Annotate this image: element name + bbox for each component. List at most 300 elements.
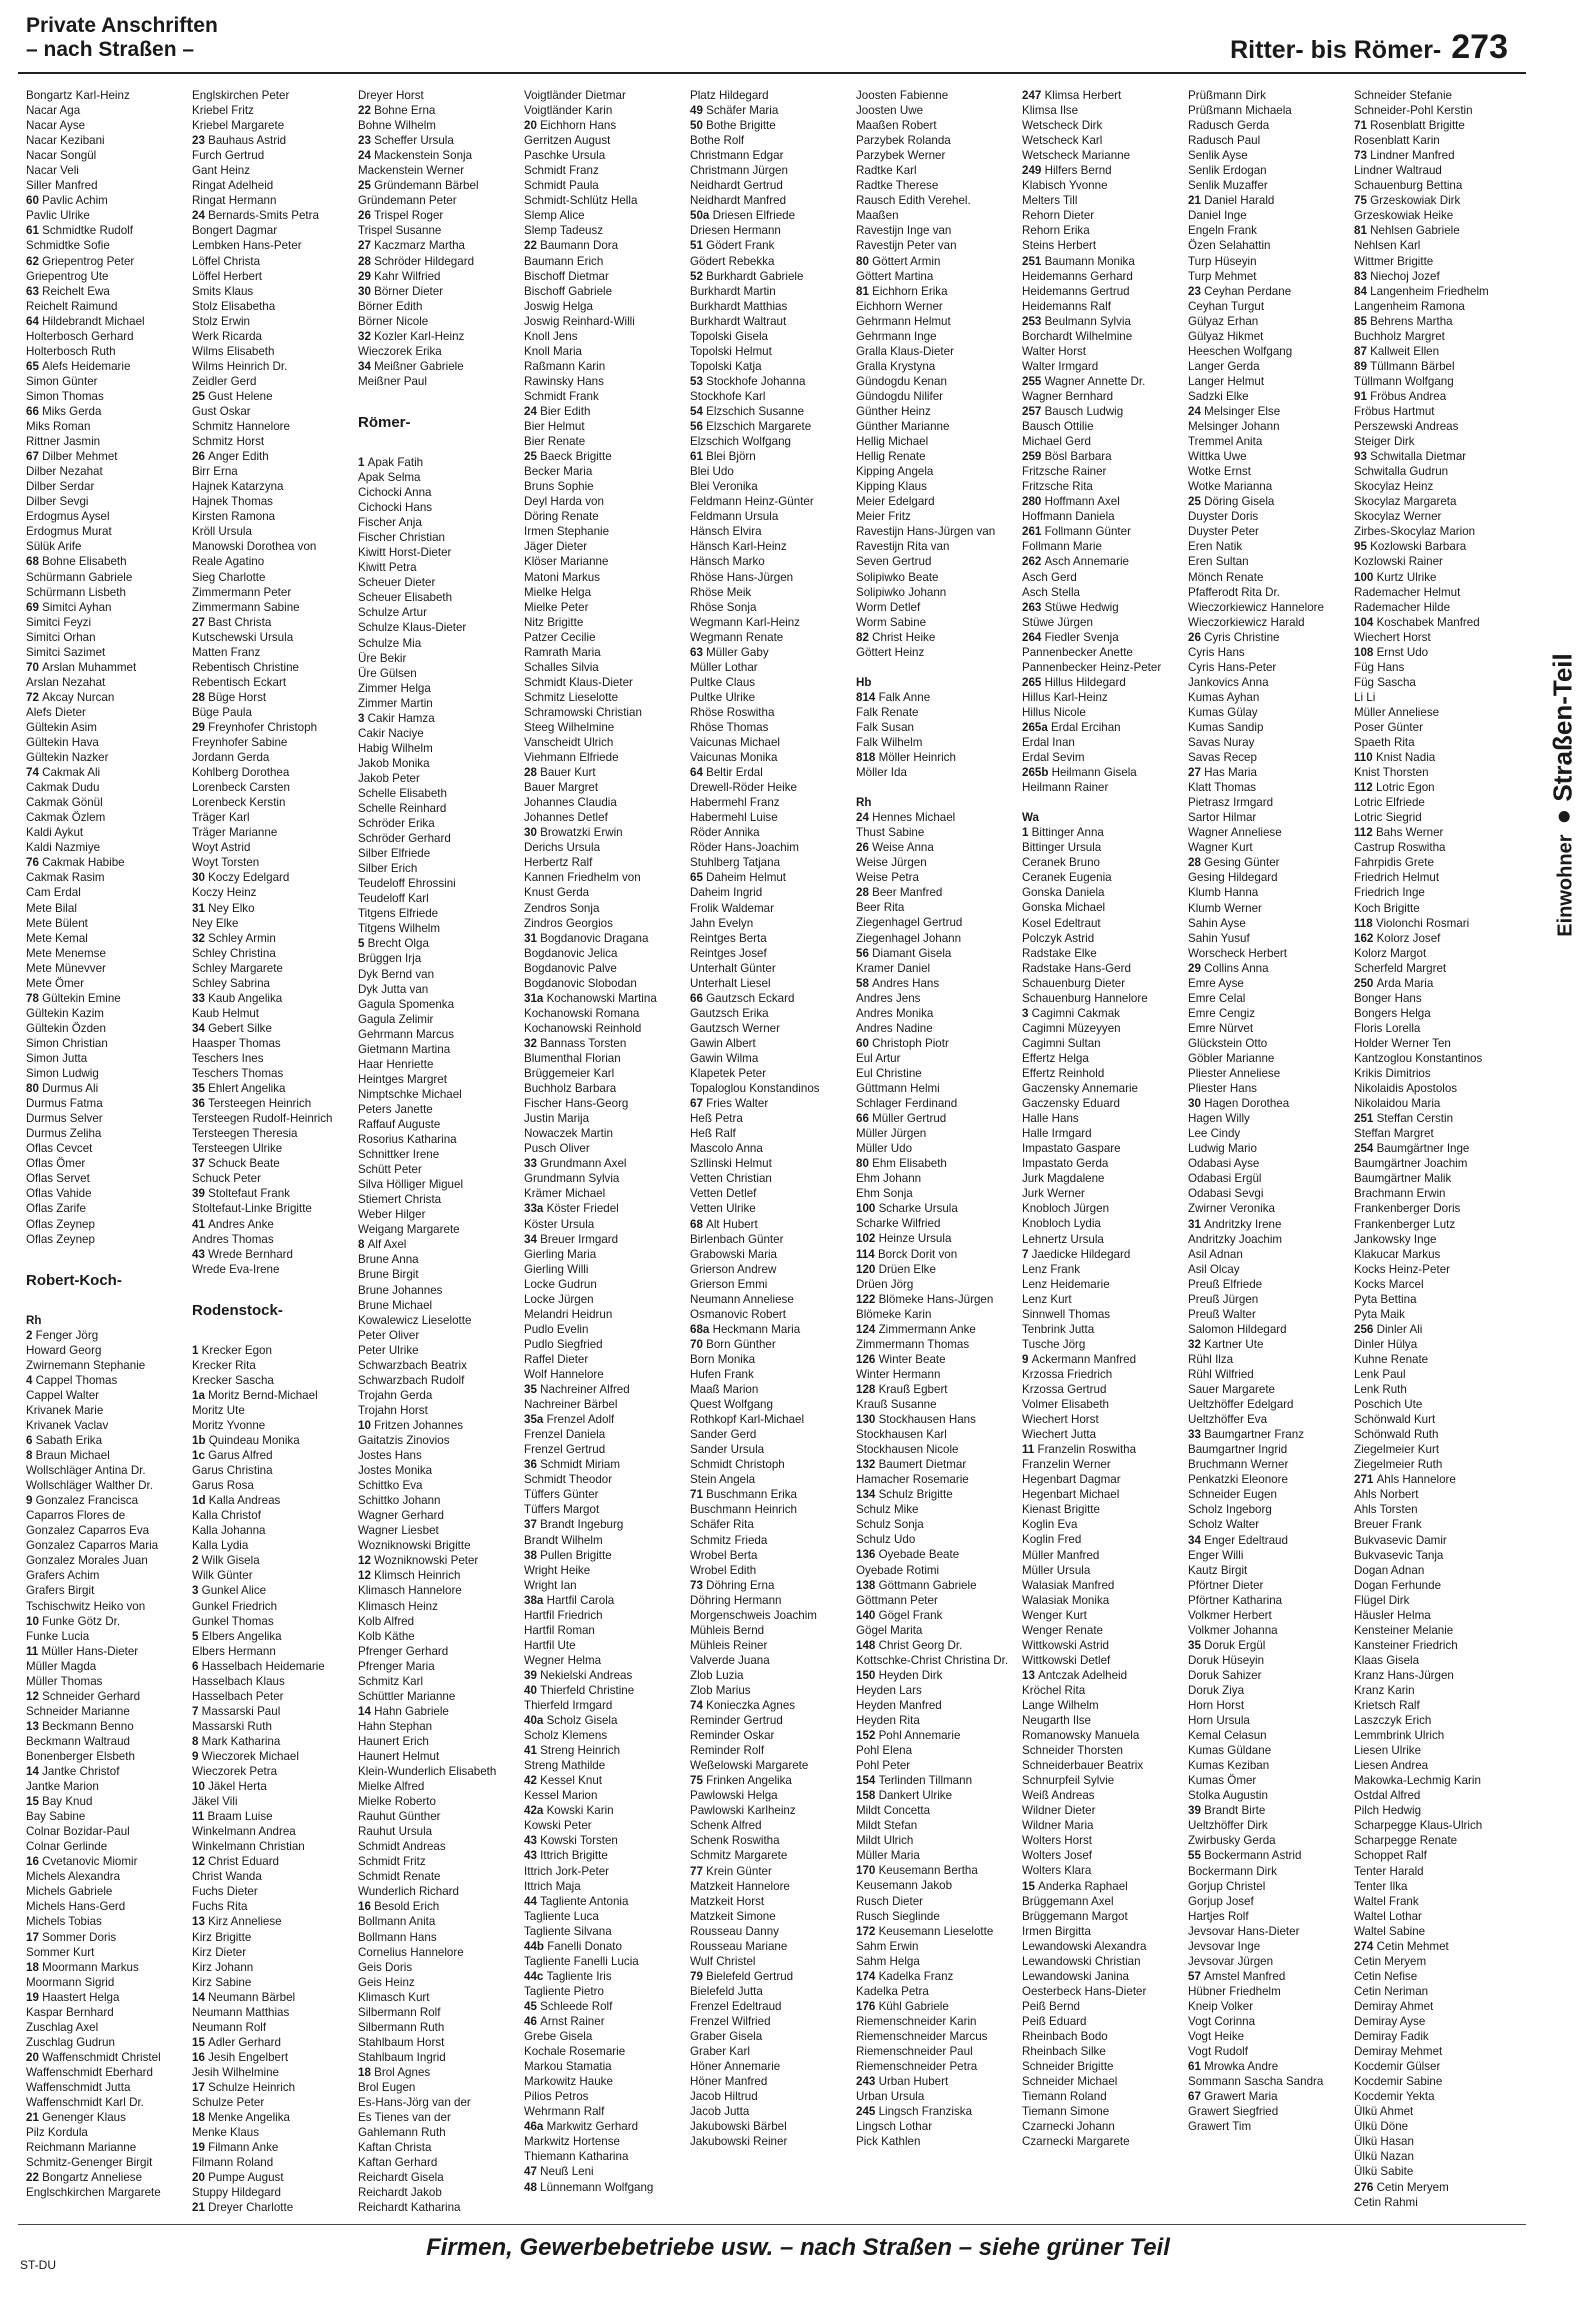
house-number: 274 — [1354, 1939, 1377, 1953]
resident-name: Breuer Irmgard — [540, 1232, 619, 1246]
resident-entry: Ringat Adelheid — [192, 179, 274, 193]
resident-name: Göttmann Gabriele — [878, 1578, 977, 1592]
resident-entry: Winkelmann Andrea — [192, 1825, 296, 1839]
resident-entry — [524, 1668, 688, 1683]
resident-entry: Kolorz Margot — [1354, 946, 1427, 960]
house-number: 21 — [26, 2111, 43, 2125]
resident-entry — [192, 870, 356, 885]
resident-name: Tersteegen Heinrich — [208, 1097, 312, 1111]
resident-entry: Müller Lothar — [690, 660, 758, 674]
resident-entry — [1354, 193, 1518, 208]
house-number: 15 — [192, 2035, 209, 2049]
resident-name: Jantke Christof — [42, 1765, 120, 1779]
resident-name: Cyris Christine — [1204, 630, 1280, 644]
resident-entry: Füg Sascha — [1354, 675, 1416, 689]
resident-name: Filmann Anke — [208, 2141, 279, 2155]
resident-entry: Gehrmann Helmut — [856, 314, 951, 328]
resident-entry: Schnurpfeil Sylvie — [1022, 1774, 1115, 1788]
house-number: 154 — [856, 1774, 879, 1788]
resident-entry: Rehorn Erika — [1022, 224, 1090, 238]
house-number: 78 — [26, 991, 43, 1005]
house-number: 12 — [358, 1554, 375, 1568]
resident-entry — [192, 1629, 356, 1644]
resident-entry: Radstake Elke — [1022, 946, 1097, 960]
resident-entry — [690, 374, 854, 389]
resident-entry: Friedrich Inge — [1354, 886, 1425, 900]
resident-entry: Frenzel Wilfried — [690, 2015, 771, 2028]
resident-name: Jaedicke Hildegard — [1031, 1247, 1131, 1261]
house-number: 76 — [26, 856, 43, 870]
resident-entry: Frenzel Edeltraud — [690, 1999, 782, 2013]
resident-entry: Hasselbach Peter — [192, 1689, 284, 1703]
resident-entry: Gülyaz Hikmet — [1188, 329, 1264, 343]
resident-entry: Schönwald Kurt — [1354, 1413, 1436, 1427]
resident-entry — [26, 314, 190, 329]
resident-entry: Pavlic Ulrike — [26, 209, 90, 223]
resident-entry: Baumann Erich — [524, 254, 604, 268]
resident-entry: Schmitz-Genenger Birgit — [26, 2156, 153, 2170]
resident-entry: Bukvasevic Tanja — [1354, 1548, 1444, 1562]
resident-entry — [1188, 1337, 1352, 1352]
resident-entry: Gonzalez Morales Juan — [26, 1554, 148, 1568]
resident-entry: Bauer Margret — [524, 781, 599, 795]
resident-entry: Jakob Monika — [358, 756, 430, 770]
resident-entry: Grierson Andrew — [690, 1262, 777, 1276]
resident-name: Pullen Brigitte — [540, 1548, 612, 1562]
resident-entry: Irmen Stephanie — [524, 525, 610, 539]
resident-entry: Pilios Petros — [524, 2090, 589, 2104]
house-number: 126 — [856, 1352, 879, 1366]
resident-entry: Peters Janette — [358, 1102, 433, 1116]
resident-name: Frenzel Adolf — [546, 1413, 615, 1427]
resident-entry: Cakmak Özlem — [26, 811, 106, 825]
resident-entry: Herbertz Ralf — [524, 856, 593, 870]
resident-entry: Buchholz Barbara — [524, 1082, 617, 1096]
resident-name: Freynhofer Christoph — [208, 720, 318, 734]
house-number: 264 — [1022, 630, 1045, 644]
street-heading: Robert-Koch- — [26, 1271, 122, 1289]
resident-entry — [26, 449, 190, 464]
resident-entry: Dinler Hülya — [1354, 1337, 1418, 1351]
resident-entry: Weigang Margarete — [358, 1223, 460, 1237]
resident-entry: Massarski Ruth — [192, 1719, 272, 1733]
house-number: 26 — [1188, 630, 1205, 644]
resident-entry: Matzkeit Hannelore — [690, 1879, 790, 1893]
resident-entry: Bollmann Anita — [358, 1915, 436, 1929]
spacer — [856, 780, 1020, 795]
resident-entry: Laszczyk Erich — [1354, 1714, 1432, 1728]
house-number: 44 — [524, 1894, 541, 1908]
resident-entry: Heyden Lars — [856, 1683, 922, 1697]
resident-name: Kühl Gabriele — [878, 1999, 949, 2013]
resident-entry: Wehrmann Ralf — [524, 2105, 605, 2119]
resident-entry: Jankowsky Inge — [1354, 1232, 1437, 1246]
resident-entry — [26, 1614, 190, 1629]
resident-entry: Jakob Peter — [358, 771, 420, 785]
resident-entry: Joswig Helga — [524, 299, 593, 313]
resident-entry: Stein Angela — [690, 1473, 756, 1487]
resident-entry: Möller Ida — [856, 766, 907, 780]
resident-entry: Brune Anna — [358, 1253, 419, 1267]
resident-entry — [26, 1328, 190, 1343]
resident-entry: Neugarth Ilse — [1022, 1714, 1091, 1728]
resident-entry: Gust Oskar — [192, 404, 251, 418]
resident-entry: Slemp Alice — [524, 209, 585, 223]
resident-name: Dreyer Charlotte — [208, 2201, 294, 2215]
house-number: 15 — [26, 1795, 43, 1809]
resident-entry: Christ Wanda — [192, 1870, 262, 1884]
resident-entry: Kumas Ayhan — [1188, 690, 1260, 704]
resident-entry: Gietmann Martina — [358, 1042, 451, 1056]
resident-entry — [1354, 916, 1518, 931]
resident-name: Andritzky Irene — [1204, 1217, 1282, 1231]
resident-entry: Mildt Ulrich — [856, 1834, 914, 1848]
resident-entry — [1354, 976, 1518, 991]
resident-name: Gebert Silke — [208, 1021, 272, 1035]
resident-entry: Jevsovar Jürgen — [1188, 1954, 1274, 1968]
resident-entry: Scharpegge Renate — [1354, 1834, 1458, 1848]
resident-entry: Nachreiner Bärbel — [524, 1398, 618, 1412]
house-number: 38a — [524, 1593, 547, 1607]
resident-entry: Meier Fritz — [856, 510, 911, 524]
resident-entry: Wegmann Renate — [690, 630, 784, 644]
resident-entry: Hillus Karl-Heinz — [1022, 690, 1108, 704]
resident-entry: Graber Karl — [690, 2045, 750, 2059]
resident-entry: Schulz Mike — [856, 1503, 919, 1517]
resident-name: Cappel Thomas — [35, 1373, 118, 1387]
resident-entry: Weber Hilger — [358, 1208, 426, 1222]
resident-entry: Schäfer Rita — [690, 1518, 754, 1532]
resident-entry: Gödert Rebekka — [690, 254, 775, 268]
resident-entry: Wetscheck Marianne — [1022, 149, 1131, 163]
house-number: 49 — [690, 104, 707, 118]
resident-name: Wilk Gisela — [201, 1554, 260, 1568]
resident-entry: Mackenstein Werner — [358, 164, 465, 178]
resident-entry: Silbermann Ruth — [358, 2020, 445, 2034]
resident-entry — [856, 1292, 1020, 1307]
resident-entry: Geis Heinz — [358, 1975, 415, 1989]
resident-entry: Beckmann Waltraud — [26, 1734, 130, 1748]
resident-entry — [1188, 404, 1352, 419]
resident-name: Funke Götz Dr. — [42, 1614, 121, 1628]
house-number: 32 — [358, 329, 375, 343]
resident-entry: Pusch Oliver — [524, 1142, 590, 1156]
directory-column — [524, 88, 688, 2198]
resident-name: Hartfil Carola — [546, 1593, 615, 1607]
resident-entry — [1022, 1352, 1186, 1367]
resident-name: Schneider Gerhard — [42, 1689, 141, 1703]
resident-entry: Neumann Matthias — [192, 2005, 290, 2019]
resident-entry: Wunderlich Richard — [358, 1885, 459, 1899]
header-line2: – nach Straßen – — [26, 38, 195, 61]
directory-column — [690, 88, 854, 2198]
resident-entry: Sander Ursula — [690, 1443, 765, 1457]
resident-entry: Scheuer Dieter — [358, 576, 436, 590]
resident-entry: Gautzsch Werner — [690, 1021, 780, 1035]
resident-entry: Volmer Elisabeth — [1022, 1398, 1109, 1412]
resident-entry: Kochanowski Reinhold — [524, 1021, 642, 1035]
resident-entry: Oflas Servet — [26, 1172, 90, 1186]
resident-entry: Matten Franz — [192, 645, 261, 659]
resident-name: Thierfeld Christine — [540, 1683, 635, 1697]
resident-entry — [856, 1036, 1020, 1051]
resident-entry: Kocdemir Yekta — [1354, 2090, 1435, 2104]
resident-entry — [856, 1924, 1020, 1939]
resident-entry: Schwarzbach Rudolf — [358, 1373, 465, 1387]
resident-entry: Ülkü Döne — [1354, 2120, 1409, 2134]
house-number: 33 — [524, 1157, 541, 1171]
resident-entry: Duyster Doris — [1188, 510, 1259, 524]
resident-entry: Müller Magda — [26, 1659, 97, 1673]
resident-entry: Mildt Concetta — [856, 1804, 931, 1818]
resident-entry: Buschmann Heinrich — [690, 1503, 797, 1517]
resident-entry: Emre Cengiz — [1188, 1006, 1256, 1020]
resident-name: Bast Christa — [208, 615, 272, 629]
resident-entry: Wulf Christel — [690, 1954, 756, 1968]
resident-entry: Matoni Markus — [524, 570, 601, 584]
house-number: 1a — [192, 1388, 209, 1402]
resident-entry — [192, 1433, 356, 1448]
resident-entry — [1022, 1006, 1186, 1021]
resident-name: Kaub Angelika — [208, 991, 283, 1005]
resident-name: Bittinger Anna — [1031, 826, 1104, 840]
resident-name: Blömeke Hans-Jürgen — [878, 1292, 994, 1306]
resident-name: Hahn Gabriele — [374, 1704, 449, 1718]
resident-entry: Hagen Willy — [1188, 1112, 1250, 1126]
resident-entry: Steins Herbert — [1022, 239, 1097, 253]
resident-entry: Jäkel Vili — [192, 1795, 238, 1809]
resident-entry: Radusch Paul — [1188, 134, 1261, 148]
resident-entry: Rühl Ilza — [1188, 1352, 1234, 1366]
resident-entry: Schmidt Klaus-Dieter — [524, 675, 633, 689]
resident-entry: Jostes Monika — [358, 1464, 433, 1478]
resident-name: Nekielski Andreas — [540, 1668, 633, 1682]
resident-entry: Kranz Karin — [1354, 1683, 1415, 1697]
resident-name: Schuck Beate — [208, 1157, 280, 1171]
resident-name: Moritz Bernd-Michael — [208, 1388, 318, 1402]
resident-entry: Wilk Günter — [192, 1569, 253, 1583]
resident-entry: Trispel Susanne — [358, 224, 442, 238]
resident-entry: Tersteegen Ulrike — [192, 1142, 283, 1156]
district-code: Hb — [856, 675, 872, 689]
resident-entry: Michels Alexandra — [26, 1870, 121, 1884]
resident-entry: Knobloch Lydia — [1022, 1217, 1101, 1231]
side-tab — [1536, 653, 1590, 937]
resident-entry: Lotric Elfriede — [1354, 796, 1425, 810]
resident-entry: Demiray Ahmet — [1354, 1999, 1434, 2013]
resident-entry — [26, 1930, 190, 1945]
resident-entry: Schenk Roswitha — [690, 1834, 780, 1848]
resident-name: Gödert Frank — [706, 239, 775, 253]
resident-entry: Schulze Mia — [358, 636, 422, 650]
resident-name: Streng Heinrich — [540, 1744, 621, 1758]
resident-entry — [856, 254, 1020, 269]
resident-entry: Unterhalt Liesel — [690, 976, 771, 990]
resident-entry: Lorenbeck Carsten — [192, 781, 290, 795]
resident-name: Dilber Mehmet — [42, 450, 118, 464]
resident-entry: Hasselbach Klaus — [192, 1674, 285, 1688]
resident-entry: Döhring Hermann — [690, 1593, 782, 1607]
resident-name: Bockermann Astrid — [1204, 1849, 1302, 1863]
house-number: 271 — [1354, 1473, 1377, 1487]
resident-name: Beckmann Benno — [42, 1719, 134, 1733]
resident-entry — [26, 660, 190, 675]
house-number: 35 — [524, 1383, 541, 1397]
resident-name: Baeck Brigitte — [540, 450, 612, 464]
resident-entry: Schneider Brigitte — [1022, 2060, 1114, 2074]
resident-entry: Liesen Andrea — [1354, 1759, 1429, 1773]
resident-entry: Kneip Volker — [1188, 1999, 1254, 2013]
resident-name: Stockhausen Hans — [878, 1413, 976, 1427]
resident-entry: Thierfeld Irmgard — [524, 1699, 613, 1713]
resident-entry: Furch Gertrud — [192, 149, 265, 163]
resident-entry: Johannes Claudia — [524, 796, 617, 810]
resident-entry: Rusch Sieglinde — [856, 1909, 940, 1923]
resident-entry: Paschke Ursula — [524, 149, 606, 163]
resident-name: Fanelli Donato — [547, 1939, 622, 1953]
resident-entry: Volkmer Herbert — [1188, 1608, 1272, 1622]
resident-name: Keusemann Bertha — [878, 1864, 978, 1878]
resident-entry — [358, 103, 522, 118]
resident-name: Has Maria — [1204, 766, 1257, 780]
house-number: 8 — [192, 1734, 202, 1748]
resident-entry: Blei Veronika — [690, 480, 758, 494]
house-number: 7 — [192, 1704, 202, 1718]
resident-entry: Schneider Stefanie — [1354, 89, 1452, 102]
resident-entry: Sieg Charlotte — [192, 570, 266, 584]
resident-name: Eichhorn Erika — [872, 284, 948, 298]
resident-name: Klimsa Herbert — [1044, 89, 1122, 102]
resident-entry: Peter Oliver — [358, 1328, 420, 1342]
house-number: 250 — [1354, 976, 1377, 990]
resident-entry: Worm Sabine — [856, 615, 927, 629]
resident-entry: Krecker Sascha — [192, 1373, 274, 1387]
resident-entry — [1354, 2180, 1518, 2195]
house-number: 28 — [524, 766, 541, 780]
resident-name: Ittrich Brigitte — [540, 1849, 608, 1863]
house-number: 28 — [358, 254, 375, 268]
resident-entry: Klimasch Heinz — [358, 1599, 438, 1613]
resident-entry: Börner Nicole — [358, 314, 429, 328]
resident-name: Krein Günter — [706, 1864, 772, 1878]
resident-entry — [26, 2110, 190, 2125]
house-number: 23 — [358, 134, 375, 148]
resident-entry: Maaß Marion — [690, 1383, 759, 1397]
resident-entry: Brüggen Irja — [358, 952, 422, 966]
resident-entry: Rademacher Helmut — [1354, 585, 1461, 599]
resident-entry: Zimmer Helga — [358, 681, 431, 695]
resident-entry: Scholz Walter — [1188, 1518, 1260, 1532]
resident-entry: Reichmann Marianne — [26, 2141, 137, 2155]
resident-name: Lingsch Franziska — [878, 2105, 973, 2119]
resident-entry: Gonska Michael — [1022, 901, 1106, 915]
resident-name: Brandt Ingeburg — [540, 1518, 624, 1532]
house-number: 19 — [192, 2141, 209, 2155]
resident-entry — [26, 1719, 190, 1734]
house-number: 39 — [1188, 1804, 1205, 1818]
resident-entry: Woyt Astrid — [192, 841, 251, 855]
resident-name: Mrowka Andre — [1204, 2060, 1279, 2074]
house-number: 51 — [690, 239, 707, 253]
resident-entry — [856, 284, 1020, 299]
resident-name: Miks Gerda — [42, 404, 102, 418]
resident-entry: Schenk Alfred — [690, 1819, 762, 1833]
resident-name: Krauß Egbert — [878, 1382, 948, 1396]
resident-entry: Gesing Hildegard — [1188, 871, 1278, 885]
resident-entry: Sommann Sascha Sandra — [1188, 2075, 1324, 2089]
resident-entry: Rebentisch Eckart — [192, 675, 287, 689]
resident-entry: Unterhalt Günter — [690, 961, 776, 975]
resident-entry — [26, 1990, 190, 2005]
resident-entry: Zwirnemann Stephanie — [26, 1358, 146, 1372]
resident-entry: Reichardt Jakob — [358, 2186, 442, 2200]
resident-entry: Moormann Sigrid — [26, 1975, 115, 1989]
house-number: 66 — [26, 404, 43, 418]
house-number: 263 — [1022, 600, 1045, 614]
resident-entry: Steeg Wilhelmine — [524, 720, 615, 734]
resident-name: Griepentrog Peter — [42, 254, 135, 268]
resident-entry — [856, 1322, 1020, 1337]
house-number: 24 — [358, 149, 375, 163]
resident-name: Kochanowski Martina — [546, 991, 657, 1005]
resident-name: Lünnemann Wolfgang — [540, 2180, 654, 2194]
resident-entry: Wittkowski Astrid — [1022, 1638, 1109, 1652]
resident-name: Zimmermann Anke — [878, 1322, 976, 1336]
resident-entry: Schmidt-Schlütz Hella — [524, 194, 638, 208]
resident-entry: Trojahn Gerda — [358, 1388, 433, 1402]
resident-entry: Pultke Ulrike — [690, 690, 756, 704]
resident-name: Bogdanovic Dragana — [540, 931, 649, 945]
resident-entry: Kolb Käthe — [358, 1629, 415, 1643]
resident-entry — [856, 840, 1020, 855]
resident-entry: Prüßmann Dirk — [1188, 89, 1266, 102]
resident-entry: Wenger Kurt — [1022, 1608, 1087, 1622]
house-number: 26 — [856, 841, 873, 855]
header-title — [26, 14, 218, 62]
resident-entry: Tüffers Margot — [524, 1503, 600, 1517]
resident-entry — [524, 1201, 688, 1216]
house-number: 13 — [26, 1719, 43, 1733]
resident-entry — [856, 1457, 1020, 1472]
resident-entry: Falk Renate — [856, 705, 919, 719]
resident-entry: Bielefeld Jutta — [690, 1984, 763, 1998]
house-number: 122 — [856, 1292, 879, 1306]
resident-entry: Cetin Rahmi — [1354, 2195, 1418, 2209]
resident-entry — [26, 991, 190, 1006]
resident-entry — [192, 2200, 356, 2215]
resident-entry: Rhöse Thomas — [690, 720, 769, 734]
resident-name: Trispel Roger — [374, 209, 444, 223]
resident-entry: Göbler Marianne — [1188, 1052, 1275, 1065]
resident-entry: Dilber Sevgi — [26, 495, 89, 509]
resident-entry: Hänsch Karl-Heinz — [690, 540, 787, 554]
resident-entry: Frankenberger Lutz — [1354, 1217, 1456, 1231]
resident-entry — [856, 1773, 1020, 1788]
resident-entry: Doruk Ziya — [1188, 1683, 1245, 1697]
resident-entry: Waffenschmidt Jutta — [26, 2081, 131, 2094]
resident-entry: Kolb Alfred — [358, 1614, 415, 1628]
resident-entry: Cakmak Dudu — [26, 781, 100, 795]
house-number: 12 — [26, 1689, 43, 1703]
house-number: 67 — [690, 1097, 707, 1111]
resident-entry: Krecker Rita — [192, 1358, 256, 1372]
resident-name: Kozlowski Barbara — [1370, 540, 1467, 554]
house-number: 2 — [192, 1554, 202, 1568]
house-number: 30 — [524, 826, 541, 840]
house-number: 132 — [856, 1458, 879, 1472]
directory-column — [192, 88, 356, 2215]
resident-entry: Waffenschmidt Karl Dr. — [26, 2096, 144, 2110]
